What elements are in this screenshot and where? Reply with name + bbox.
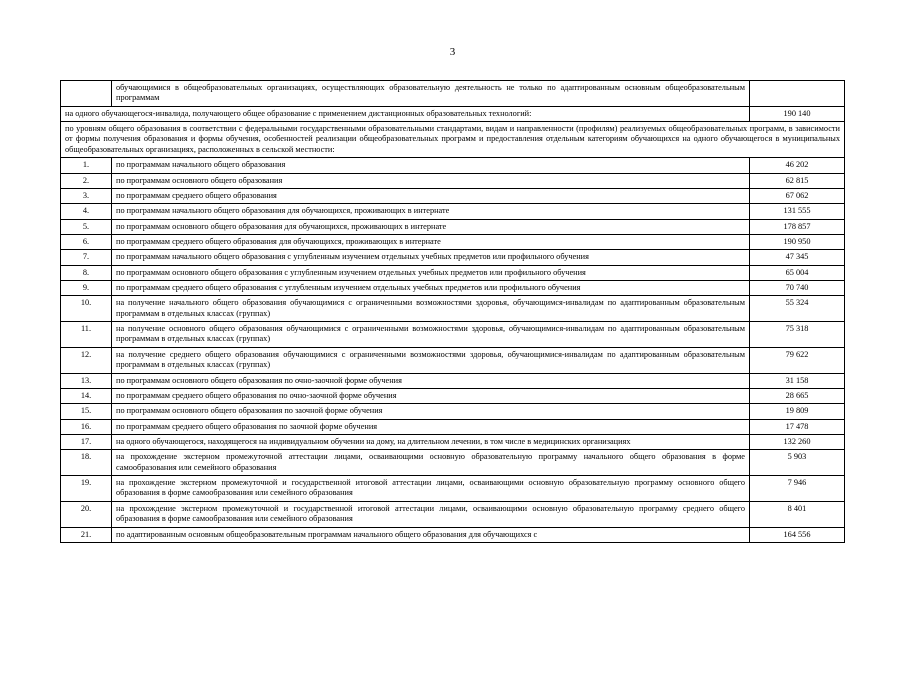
table-cell-number: 1. (61, 158, 112, 173)
table-cell-number: 15. (61, 404, 112, 419)
table-cell-description: по программам среднего общего образования по заочной форме обучения (112, 419, 750, 434)
table-cell-number: 2. (61, 173, 112, 188)
table-row (61, 388, 845, 403)
table-cell-description: по программам среднего общего образования для обучающихся, проживающих в интернате (112, 234, 750, 249)
table-row (61, 106, 845, 121)
table-cell-value: 5 903 (750, 450, 845, 476)
table-row (61, 122, 845, 158)
table-cell-number: 11. (61, 322, 112, 348)
table-cell-number: 17. (61, 434, 112, 449)
norms-table (60, 80, 845, 543)
table-row (61, 373, 845, 388)
table-cell-number: 14. (61, 388, 112, 403)
table-row (61, 173, 845, 188)
table-row (61, 265, 845, 280)
table-row (61, 204, 845, 219)
table-cell-number: 20. (61, 501, 112, 527)
table-cell-number: 18. (61, 450, 112, 476)
table-cell-value: 178 857 (750, 219, 845, 234)
table-cell-description: по программам среднего общего образования с углубленным изучением отдельных учебных предметов или профильного обучения (112, 281, 750, 296)
table-cell-value: 47 345 (750, 250, 845, 265)
table-row (61, 347, 845, 373)
table-cell-section-note: по уровням общего образования в соответствии с федеральными государственными образовательными стандартами, видам и направленности (профилям) реализуемых общеобразовательных программ, в зависимости от формы получения образования и формы обучения, особенностей реализации общеобразовательных программ и предоставления отдельным категориям обучающихся на одного обучающегося в муниципальных общеобразовательных организациях, расположенных в сельской местности: (61, 122, 845, 158)
table-row (61, 250, 845, 265)
table-cell-number: 8. (61, 265, 112, 280)
table-cell-number (61, 81, 112, 107)
table-cell-description: на прохождение экстерном промежуточной и государственной итоговой аттестации лицами, осваивающими основную образовательную программу основного общего образования в форме самообразования или семейного образования (112, 476, 750, 502)
table-row (61, 501, 845, 527)
table-cell-value: 190 950 (750, 234, 845, 249)
table-cell-value: 79 622 (750, 347, 845, 373)
table-cell-value: 17 478 (750, 419, 845, 434)
table-cell-number: 21. (61, 527, 112, 542)
table-cell-value: 31 158 (750, 373, 845, 388)
table-cell-value: 132 260 (750, 434, 845, 449)
table-cell-number: 13. (61, 373, 112, 388)
table-cell-value: 8 401 (750, 501, 845, 527)
table-cell-value: 65 004 (750, 265, 845, 280)
table-row (61, 219, 845, 234)
table-cell-description: обучающимися в общеобразовательных организациях, осуществляющих образовательную деятельность не только по адаптированным основным общеобразовательным программам (112, 81, 750, 107)
table-cell-value: 75 318 (750, 322, 845, 348)
table-cell-number: 19. (61, 476, 112, 502)
table-cell-value: 131 555 (750, 204, 845, 219)
table-cell-description: по программам начального общего образования (112, 158, 750, 173)
table-cell-value: 7 946 (750, 476, 845, 502)
table-cell-value: 164 556 (750, 527, 845, 542)
table-cell-description: по программам начального общего образования с углубленным изучением отдельных учебных предметов или профильного обучения (112, 250, 750, 265)
table-cell-description: на одного обучающегося, находящегося на индивидуальном обучении на дому, на длительном лечении, в том числе в медицинских организациях (112, 434, 750, 449)
table-cell-description: по адаптированным основным общеобразовательным программам начального общего образования для обучающихся с (112, 527, 750, 542)
table-cell-description: на получение среднего общего образования обучающимися с ограниченными возможностями здоровья, обучающимися-инвалидам по адаптированным образовательным программам в отдельных классах (группах) (112, 347, 750, 373)
table-cell-number: 12. (61, 347, 112, 373)
table-body (61, 81, 845, 543)
table-cell-number: 6. (61, 234, 112, 249)
table-row (61, 476, 845, 502)
table-cell-description: на прохождение экстерном промежуточной и государственной итоговой аттестации лицами, осваивающими основную образовательную программу среднего общего образования в форме самообразования или семейного образования (112, 501, 750, 527)
table-cell-value: 19 809 (750, 404, 845, 419)
table-cell-description: по программам среднего общего образования (112, 188, 750, 203)
table-row (61, 296, 845, 322)
table-cell-description: по программам начального общего образования для обучающихся, проживающих в интернате (112, 204, 750, 219)
table-row (61, 527, 845, 542)
table-row (61, 158, 845, 173)
table-row (61, 81, 845, 107)
table-cell-number: 7. (61, 250, 112, 265)
table-cell-number: 10. (61, 296, 112, 322)
table-cell-number: 16. (61, 419, 112, 434)
table-row (61, 450, 845, 476)
table-cell-description: по программам основного общего образования для обучающихся, проживающих в интернате (112, 219, 750, 234)
page-number: 3 (449, 46, 456, 58)
table-row (61, 188, 845, 203)
table-row (61, 281, 845, 296)
table-cell-value (750, 81, 845, 107)
table-cell-description: по программам основного общего образования по очно-заочной форме обучения (112, 373, 750, 388)
table-container (60, 80, 845, 543)
table-cell-description: по программам основного общего образования по заочной форме обучения (112, 404, 750, 419)
table-cell-number: 4. (61, 204, 112, 219)
table-cell-value: 70 740 (750, 281, 845, 296)
table-cell-value: 67 062 (750, 188, 845, 203)
table-cell-value: 190 140 (750, 106, 845, 121)
table-cell-description: на получение основного общего образования обучающимися с ограниченными возможностями здоровья, обучающимися-инвалидам по адаптированным образовательным программам в отдельных классах (группах) (112, 322, 750, 348)
table-cell-value: 46 202 (750, 158, 845, 173)
table-cell-value: 62 815 (750, 173, 845, 188)
table-row (61, 419, 845, 434)
table-row (61, 434, 845, 449)
table-cell-number: 5. (61, 219, 112, 234)
table-cell-description: на прохождение экстерном промежуточной аттестации лицами, осваивающими основную образовательную программу начального общего образования в форме самообразования или семейного образования (112, 450, 750, 476)
table-row (61, 322, 845, 348)
document-page (0, 46, 905, 686)
table-cell-number: 3. (61, 188, 112, 203)
table-cell-description: по программам основного общего образования с углубленным изучением отдельных учебных предметов или профильного обучения (112, 265, 750, 280)
table-row (61, 404, 845, 419)
table-cell-value: 55 324 (750, 296, 845, 322)
table-cell-description: на одного обучающегося-инвалида, получающего общее образование с применением дистанционных образовательных технологий: (61, 106, 750, 121)
table-cell-number: 9. (61, 281, 112, 296)
table-cell-value: 28 665 (750, 388, 845, 403)
table-cell-description: на получение начального общего образования обучающимися с ограниченными возможностями здоровья, обучающимся-инвалидам по адаптированным образовательным программам в отдельных классах (группах) (112, 296, 750, 322)
table-cell-description: по программам основного общего образования (112, 173, 750, 188)
table-cell-description: по программам среднего общего образования по очно-заочной форме обучения (112, 388, 750, 403)
table-row (61, 234, 845, 249)
